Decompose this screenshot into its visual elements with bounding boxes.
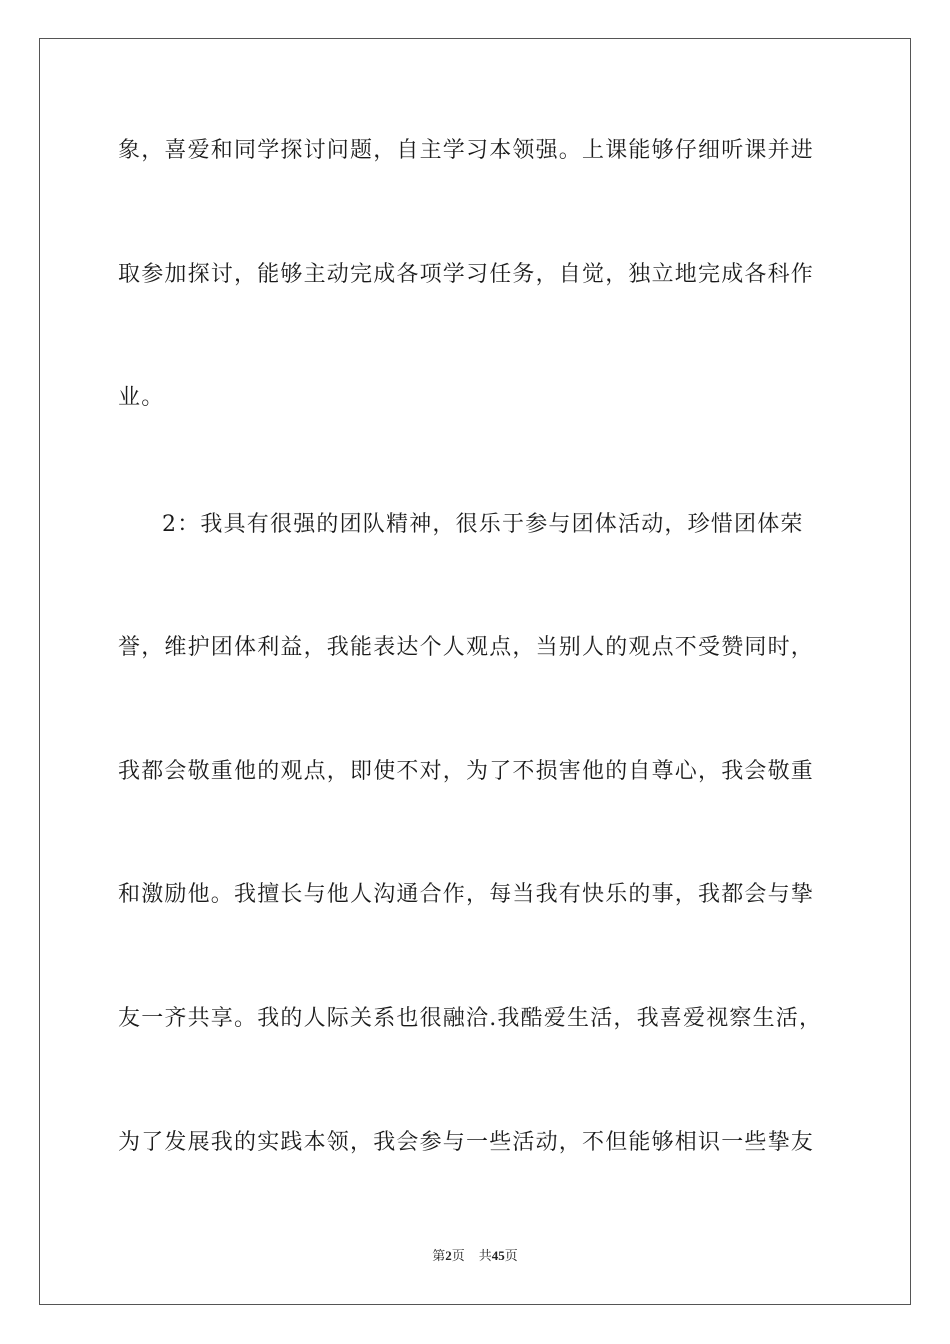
page-footer (0, 1246, 950, 1267)
body-line-6: 我都会敬重他的观点，即使不对，为了不损害他的自尊心，我会敬重 (118, 759, 815, 784)
body-line-8: 友一齐共享。我的人际关系也很融洽.我酷爱生活，我喜爱视察生活， (118, 1006, 823, 1031)
footer-total-prefix: 共 (478, 1249, 492, 1264)
total-page-count: 45 (491, 1248, 505, 1263)
paragraph-2-line-1: 2：我具有很强的团队精神，很乐于参与团体活动，珍惜团体荣 (162, 512, 804, 537)
body-line-5: 誉，维护团体利益，我能表达个人观点，当别人的观点不受赞同时， (118, 635, 815, 660)
footer-page-suffix: 页 (451, 1249, 465, 1264)
body-line-7: 和激励他。我擅长与他人沟通合作，每当我有快乐的事，我都会与挚 (118, 882, 815, 907)
body-line-1: 象，喜爱和同学探讨问题，自主学习本领强。上课能够仔细听课并进 (118, 138, 815, 163)
body-line-9: 为了发展我的实践本领，我会参与一些活动，不但能够相识一些挚友 (118, 1130, 815, 1155)
footer-total-suffix: 页 (504, 1249, 518, 1264)
body-line-2: 取参加探讨，能够主动完成各项学习任务，自觉，独立地完成各科作 (118, 262, 815, 287)
body-line-3: 业。 (118, 385, 165, 410)
page-border (39, 38, 911, 1305)
footer-prefix: 第 (432, 1249, 446, 1264)
current-page-number: 2 (445, 1248, 452, 1263)
